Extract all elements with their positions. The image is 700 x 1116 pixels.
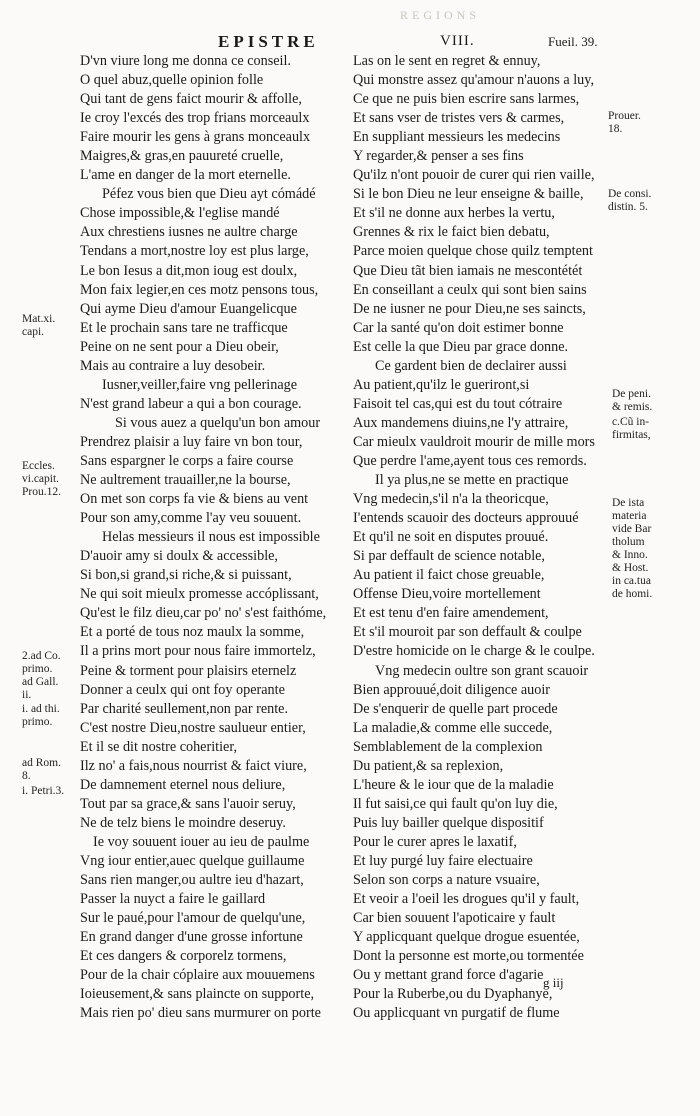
running-title: EPISTRE — [218, 32, 319, 51]
verse-line: La maladie,& comme elle succede, — [353, 719, 553, 736]
verse-line: C'est nostre Dieu,nostre saulueur entier, — [80, 719, 306, 736]
verse-line: Et qu'il ne soit en disputes prouué. — [353, 529, 549, 546]
left-text-column — [80, 52, 345, 1023]
verse-line: Ce que ne puis bien escrire sans larmes, — [353, 91, 580, 108]
verse-line: Si le bon Dieu ne leur enseigne & baille, — [353, 186, 584, 203]
verse-line: D'vn viure long me donna ce conseil. — [80, 53, 291, 69]
verse-line: Prendrez plaisir a luy faire vn bon tour, — [80, 433, 303, 450]
verse-line: Et s'il ne donne aux herbes la vertu, — [353, 205, 555, 222]
margin-note-right: Prouer. 18. — [608, 110, 641, 135]
verse-line: Ce gardent bien de declairer aussi — [375, 357, 567, 374]
verse-line: Vng iour entier,auec quelque guillaume — [80, 852, 305, 869]
margin-note-left: i. ad thi. primo. — [22, 703, 60, 728]
verse-line: Et a porté de tous noz maulx la somme, — [80, 624, 305, 641]
verse-line: Ie croy l'excés des trop frians morceaulx — [80, 110, 310, 127]
verse-line: Sans rien manger,ou aultre ieu d'hazart, — [80, 872, 304, 889]
verse-line: Chose impossible,& l'eglise mandé — [80, 205, 280, 222]
verse-line: Maigres,& gras,en pauureté cruelle, — [80, 148, 284, 165]
verse-line: Qui ayme Dieu d'amour Euangelicque — [80, 300, 297, 317]
verse-line: Et le prochain sans tare ne trafficque — [80, 319, 288, 336]
verse-line: Bien approuué,doit diligence auoir — [353, 681, 550, 698]
verse-line: Au patient,qu'ilz le gueriront,si — [353, 376, 530, 393]
verse-line: Si vous auez a quelqu'un bon amour — [115, 414, 321, 431]
verse-line: Sans espargner le corps a faire course — [80, 452, 294, 469]
verse-line: Faisoit tel cas,qui est du tout cótraire — [353, 395, 563, 412]
verse-line: Puis luy bailler quelque dispositif — [353, 814, 544, 831]
verse-line: Selon son corps a nature vsuaire, — [353, 872, 540, 889]
bleed-through-text: REGIONS — [400, 8, 481, 22]
verse-line: Helas messieurs il nous est impossible — [102, 529, 320, 546]
verse-line: Vng medecin oultre son grant scauoir — [375, 662, 589, 679]
verse-line: Passer la nuyct a faire le gaillard — [80, 891, 266, 908]
verse-line: D'auoir amy si doulx & accessible, — [80, 548, 278, 565]
verse-line: Vng medecin,s'il n'a la theoricque, — [353, 491, 549, 508]
verse-line: Ioieusement,& sans plaincte on supporte, — [80, 986, 315, 1003]
epistle-number: VIII. — [440, 33, 475, 49]
margin-note-left: i. Petri.3. — [22, 785, 65, 797]
signature-mark: g iij — [543, 975, 564, 990]
verse-line: Grennes & rix le faict bien debatu, — [353, 224, 550, 241]
verse-line: Dont la personne est morte,ou tormentée — [353, 948, 584, 965]
verse-line: Ne aultrement trauailler,ne la bourse, — [80, 472, 291, 489]
verse-line: De s'enquerir de quelle part procede — [353, 700, 558, 717]
right-text-column — [353, 52, 608, 1023]
verse-line: I'entends scauoir des docteurs approuué — [353, 510, 579, 527]
verse-line: Et veoir a l'oeil les drogues qu'il y fault, — [353, 891, 580, 908]
verse-line: Mais rien po' dieu sans murmurer on porte — [80, 1005, 321, 1022]
verse-line: L'heure & le iour que de la maladie — [353, 776, 554, 793]
verse-line: Que Dieu tãt bien iamais ne mescontétét — [353, 262, 583, 279]
verse-line: Si bon,si grand,si riche,& si puissant, — [80, 567, 292, 584]
margin-note-left: 2.ad Co. primo. — [22, 650, 61, 675]
margin-note-right: De consi. distin. 5. — [608, 188, 652, 213]
verse-line: Ilz no' a fais,nous nourrist & faict viure, — [80, 757, 307, 774]
verse-line: En suppliant messieurs les medecins — [353, 129, 561, 146]
verse-line: Ne de telz biens le moindre deseruy. — [80, 814, 286, 831]
verse-line: Et est tenu d'en faire amendement, — [353, 605, 549, 622]
verse-line: Que perdre l'ame,ayent tous ces remords. — [353, 452, 587, 469]
verse-line: Qu'est le filz dieu,car po' no' s'est faithóme, — [80, 605, 327, 622]
verse-line: Si par deffault de science notable, — [353, 548, 545, 565]
verse-line: D'estre homicide on le charge & le coulpe. — [353, 643, 595, 660]
verse-line: Donner a ceulx qui ont foy operante — [80, 681, 285, 698]
margin-note-left: Mat.xi. capi. — [22, 313, 56, 338]
page-header — [0, 32, 700, 54]
verse-line: Las on le sent en regret & ennuy, — [353, 53, 541, 69]
verse-line: On met son corps fa vie & biens au vent — [80, 491, 309, 508]
verse-line: Peine & torment pour plaisirs eternelz — [80, 662, 297, 679]
verse-line: Aux mandemens diuins,ne l'y attraire, — [353, 414, 569, 431]
verse-line: Pour son amy,comme l'ay veu souuent. — [80, 510, 302, 527]
verse-line: Et s'il mouroit par son deffault & coulpe — [353, 624, 582, 641]
verse-line: Mais au contraire a luy desobeir. — [80, 357, 266, 374]
verse-line: Il ya plus,ne se mette en practique — [375, 472, 569, 489]
verse-line: Le bon Iesus a dit,mon ioug est doulx, — [80, 262, 298, 279]
margin-note-left: Eccles. vi.capit. Prou.12. — [22, 460, 61, 498]
verse-line: Et ces dangers & corporelz tormens, — [80, 948, 287, 965]
verse-line: Pour le curer apres le laxatif, — [353, 833, 517, 850]
verse-line: Semblablement de la complexion — [353, 738, 543, 755]
margin-note-left: ad Rom. 8. — [22, 757, 61, 782]
margin-note-right: c.Cũ in- firmitas, — [612, 416, 651, 441]
verse-line: Peine on ne sent pour a Dieu obeir, — [80, 338, 279, 355]
folio-number: Fueil. 39. — [548, 34, 598, 49]
verse-line: Par charité seullement,non par rente. — [80, 700, 288, 717]
verse-line: Pour la Ruberbe,ou du Dyaphanye, — [353, 986, 553, 1003]
verse-line: Iusner,veiller,faire vng pellerinage — [102, 376, 298, 393]
verse-line: Péfez vous bien que Dieu ayt cómádé — [102, 186, 316, 203]
verse-line: Mon faix legier,en ces motz pensons tous, — [80, 281, 319, 298]
verse-line: Aux chrestiens iusnes ne aultre charge — [80, 224, 298, 241]
verse-line: Qui monstre assez qu'amour n'auons a luy, — [353, 72, 594, 89]
verse-line: Faire mourir les gens à grans monceaulx — [80, 129, 311, 146]
verse-line: Qui tant de gens faict mourir & affolle, — [80, 91, 302, 108]
verse-line: Car mieulx vauldroit mourir de mille mors — [353, 433, 595, 450]
verse-line: Qu'ilz n'ont pouoir de curer qui rien vaille, — [353, 167, 595, 184]
verse-line: Ie voy souuent iouer au ieu de paulme — [93, 833, 310, 850]
verse-line: Du patient,& sa replexion, — [353, 757, 504, 774]
verse-line: Et sans vser de tristes vers & carmes, — [353, 110, 565, 127]
verse-line: Il fut saisi,ce qui fault qu'on luy die, — [353, 795, 558, 812]
margin-note-left: ad Gall. ii. — [22, 676, 59, 701]
verse-line: L'ame en danger de la mort eternelle. — [80, 167, 291, 184]
verse-line: O quel abuz,quelle opinion folle — [80, 72, 264, 89]
verse-line: De ne iusner ne pour Dieu,ne ses saincts, — [353, 300, 586, 317]
verse-line: Offense Dieu,voire mortellement — [353, 586, 541, 603]
verse-line: Pour de la chair cóplaire aux mouuemens — [80, 967, 315, 984]
verse-line: Et il se dit nostre coheritier, — [80, 738, 238, 755]
verse-line: Ou y mettant grand force d'agarie — [353, 967, 544, 984]
verse-line: De damnement eternel nous deliure, — [80, 776, 286, 793]
margin-note-right: De ista materia vide Bar tholum & Inno. & Host. in ca.tua de homi. — [612, 497, 653, 600]
verse-line: Y applicquant quelque drogue esuentée, — [353, 929, 580, 946]
verse-line: En grand danger d'une grosse infortune — [80, 929, 303, 946]
verse-line: Car la santé qu'on doit estimer bonne — [353, 319, 564, 336]
verse-line: En conseillant a ceulx qui sont bien sains — [353, 281, 587, 298]
verse-line: Sur le paué,pour l'amour de quelqu'une, — [80, 910, 306, 927]
verse-line: Et luy purgé luy faire electuaire — [353, 852, 533, 869]
verse-line: Parce moien quelque chose quilz temptent — [353, 243, 593, 260]
verse-line: Est celle la que Dieu par grace donne. — [353, 338, 569, 355]
verse-line: Car bien souuent l'apoticaire y fault — [353, 910, 556, 927]
verse-line: Ou applicquant vn purgatif de flume — [353, 1005, 560, 1022]
verse-line: Tout par sa grace,& sans l'auoir seruy, — [80, 795, 296, 812]
verse-line: Ne qui soit mieulx promesse accóplissant, — [80, 586, 319, 603]
verse-line: Tendans a mort,nostre loy est plus large, — [80, 243, 309, 260]
verse-line: Au patient il faict chose greuable, — [353, 567, 545, 584]
margin-note-right: De peni. & remis. — [612, 388, 653, 413]
verse-line: N'est grand labeur a qui a bon courage. — [80, 395, 302, 412]
verse-line: Y regarder,& penser a ses fins — [353, 148, 524, 165]
verse-line: Il a prins mort pour nous faire immortelz, — [80, 643, 316, 660]
